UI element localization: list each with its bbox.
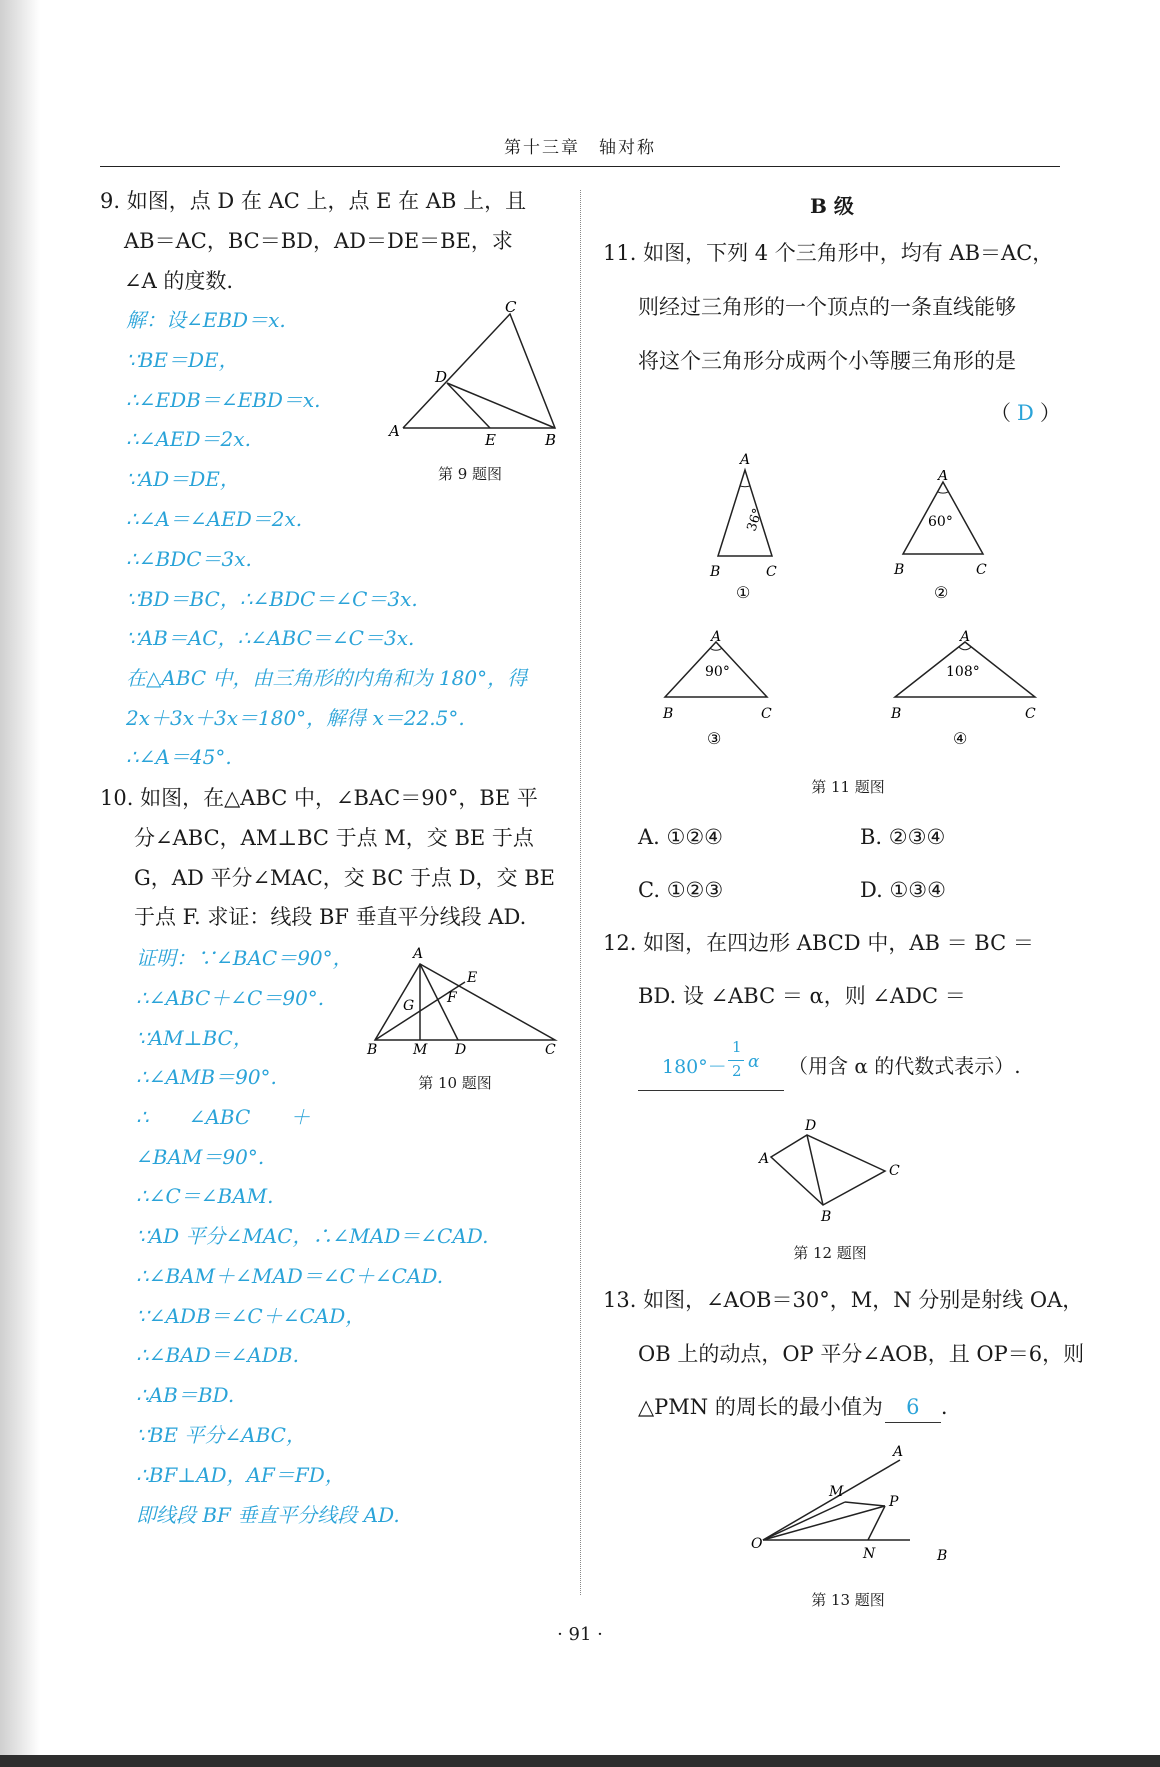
q9-line-1: 9. 如图，点 D 在 AC 上，点 E 在 AB 上，且: [100, 189, 527, 213]
q11-fig4-label-a: A: [960, 630, 971, 645]
q13-line-3: [638, 1392, 948, 1423]
q11-option-a[interactable]: [638, 822, 723, 852]
q11-option-b-text: ②③④: [888, 825, 946, 849]
q11-fig3-tag: ③: [707, 729, 722, 748]
q12-label-b: B: [821, 1209, 832, 1225]
q13-figure: [745, 1440, 955, 1570]
q12-answer-suffix: α: [748, 1052, 760, 1072]
q11-fig4-label-c: C: [1025, 706, 1036, 722]
q10-label-e: E: [467, 970, 478, 986]
q11-answer: D: [1017, 401, 1034, 425]
q12-frac-num: 1: [732, 1038, 742, 1056]
page-edge-shadow: [0, 0, 40, 1767]
q10-line-3: G，AD 平分∠MAC，交 BC 于点 D，交 BE: [134, 866, 555, 890]
q11-figure-4: [883, 630, 1043, 752]
q11-line-3: 将这个三角形分成两个小等腰三角形的是: [638, 349, 1016, 373]
q11-fig1-tag: ①: [736, 583, 751, 602]
q10-label-c: C: [545, 1042, 556, 1058]
q10-figure: [365, 942, 565, 1058]
q9-solution-line: ∴∠EDB＝∠EBD＝x.: [126, 388, 321, 412]
q13-line-3-prefix: △PMN 的周长的最小值为: [638, 1395, 883, 1419]
q12-frac-bar: [728, 1060, 744, 1061]
q9-line-2: AB＝AC，BC＝BD，AD＝DE＝BE，求: [124, 229, 513, 253]
q9-solution-line: ∵BE＝DE，: [126, 348, 239, 372]
q10-solution-line: 证明：∵∠BAC＝90°，: [136, 946, 353, 970]
q9-solution-line: ∵AB＝AC，∴∠ABC＝∠C＝3x.: [126, 626, 415, 650]
q9-figure: [385, 300, 565, 460]
q12-label-a: A: [759, 1151, 770, 1167]
q10-solution-line: ∴∠BAD＝∠ADB.: [136, 1343, 299, 1367]
q11-fig3-label-c: C: [761, 706, 772, 722]
q10-solution-line: ∴∠AMB＝90°.: [136, 1065, 277, 1089]
q12-answer-row: [638, 1038, 1068, 1092]
level-b-heading: B 级: [810, 194, 854, 218]
q11-fig1-label-a: A: [740, 452, 751, 468]
q11-fig1-label-c: C: [766, 564, 777, 580]
q10-line-4: 于点 F. 求证：线段 BF 垂直平分线段 AD.: [134, 905, 527, 929]
q10-label-a: A: [413, 946, 424, 962]
q13-label-m: M: [829, 1484, 844, 1500]
q13-answer: 6: [885, 1392, 941, 1423]
q10-label-m: M: [413, 1042, 428, 1058]
chapter-header: 第十三章 轴对称: [504, 138, 656, 158]
q10-solution-line: ∴AB＝BD.: [136, 1383, 235, 1407]
q10-label-g: G: [403, 998, 415, 1014]
q11-answer-bracket: [990, 398, 1061, 428]
q12-frac-den: 2: [732, 1062, 742, 1080]
q9-solution-line: 解：设∠EBD＝x.: [126, 308, 286, 332]
q10-line-1: 10. 如图，在△ABC 中，∠BAC＝90°，BE 平: [100, 786, 538, 810]
q9-solution-line: ∴∠A＝45°.: [126, 745, 232, 769]
q11-option-c-text: ①②③: [666, 878, 724, 902]
q11-figure-1: [700, 452, 790, 602]
q12-figure: [755, 1115, 905, 1225]
q11-option-b-letter: B.: [860, 825, 883, 849]
q10-solution-line: ∵∠ADB＝∠C＋∠CAD，: [136, 1304, 366, 1328]
q13-label-o: O: [751, 1536, 763, 1552]
q12-answer-prefix: 180°－: [662, 1056, 727, 1078]
q10-solution-line: ∠BAM＝90°.: [136, 1145, 265, 1169]
q9-line-3: ∠A 的度数.: [124, 269, 234, 293]
q11-fig4-angle: 108°: [946, 664, 980, 680]
q10-solution-line: ∵BE 平分∠ABC，: [136, 1423, 306, 1447]
q9-solution-line: ∴∠AED＝2x.: [126, 427, 251, 451]
q11-fig2-tag: ②: [934, 583, 949, 600]
q11-option-d-text: ①③④: [889, 878, 946, 902]
q11-fig2-label-b: B: [894, 562, 905, 578]
q9-figure-caption: 第 9 题图: [437, 465, 503, 483]
q11-option-a-letter: A.: [638, 825, 660, 849]
q10-solution-line: ∴ ∠ABC ＋: [136, 1105, 311, 1129]
q11-fig4-tag: ④: [953, 729, 968, 748]
q13-line-1: 13. 如图，∠AOB＝30°，M，N 分别是射线 OA，: [603, 1288, 1084, 1312]
q11-fig1-angle: 36°: [744, 506, 766, 534]
q9-label-d: D: [435, 368, 448, 386]
q9-label-c: C: [505, 300, 517, 316]
q12-label-d: D: [805, 1118, 817, 1134]
q12-line-2: BD. 设 ∠ABC ＝ α，则 ∠ADC ＝: [638, 984, 966, 1008]
header-rule: [100, 166, 1060, 167]
q9-solution-line: ∵BD＝BC，∴∠BDC＝∠C＝3x.: [126, 587, 418, 611]
q9-solution-line: ∵AD＝DE，: [126, 467, 240, 491]
q11-answer-close: ）: [1039, 401, 1061, 425]
q9-label-b: B: [545, 431, 557, 449]
q11-fig2-label-a: A: [938, 470, 949, 484]
q9-label-e: E: [485, 431, 496, 449]
q11-line-2: 则经过三角形的一个顶点的一条直线能够: [638, 295, 1016, 319]
q10-label-d: D: [455, 1042, 467, 1058]
q13-label-b: B: [937, 1548, 948, 1564]
q11-option-d[interactable]: [860, 875, 946, 905]
q11-fig3-label-b: B: [663, 706, 674, 722]
q10-solution-line: ∵AD 平分∠MAC，∴∠MAD＝∠CAD.: [136, 1224, 489, 1248]
q13-figure-caption: 第 13 题图: [811, 1591, 885, 1609]
q12-label-c: C: [889, 1163, 900, 1179]
q9-solution-line: ∴∠A＝∠AED＝2x.: [126, 507, 303, 531]
q10-solution-line: ∴∠ABC＋∠C＝90°.: [136, 986, 325, 1010]
q12-figure-caption: 第 12 题图: [793, 1244, 867, 1262]
q12-answer-blank: [638, 1038, 784, 1091]
q11-figure-3: [655, 630, 785, 752]
q9-solution-line: ∴∠BDC＝3x.: [126, 547, 252, 571]
q11-fig2-angle: 60°: [928, 514, 953, 530]
q10-label-f: F: [447, 990, 457, 1006]
q13-line-2: OB 上的动点，OP 平分∠AOB，且 OP＝6，则: [638, 1342, 1085, 1366]
q13-label-n: N: [863, 1546, 876, 1562]
q11-option-c-letter: C.: [638, 878, 660, 902]
q11-line-1: 11. 如图，下列 4 个三角形中，均有 AB＝AC，: [603, 241, 1054, 265]
q11-fig3-angle: 90°: [705, 664, 730, 680]
q12-tail: （用含 α 的代数式表示）.: [788, 1054, 1021, 1078]
q13-label-p: P: [889, 1494, 899, 1510]
q10-label-b: B: [367, 1042, 378, 1058]
q9-solution-line: 在△ABC 中，由三角形的内角和为 180°，得: [126, 666, 528, 690]
q11-figure-2: [888, 470, 998, 600]
page-number: · 91 ·: [557, 1624, 603, 1645]
q13-line-3-suffix: .: [940, 1395, 948, 1419]
q11-option-b[interactable]: [860, 822, 945, 852]
q12-line-1: 12. 如图，在四边形 ABCD 中，AB ＝ BC ＝: [603, 931, 1034, 955]
q11-option-d-letter: D.: [860, 878, 883, 902]
q11-fig3-label-a: A: [711, 630, 722, 645]
q11-figure-caption: 第 11 题图: [811, 778, 885, 796]
q10-solution-line: ∵AM⊥BC，: [136, 1026, 253, 1050]
q10-line-2: 分∠ABC，AM⊥BC 于点 M，交 BE 于点: [134, 826, 534, 850]
q10-solution-line: 即线段 BF 垂直平分线段 AD.: [136, 1503, 400, 1527]
q9-label-a: A: [389, 422, 400, 440]
q10-solution-line: ∴∠BAM＋∠MAD＝∠C＋∠CAD.: [136, 1264, 444, 1288]
q10-solution-line: ∴∠C＝∠BAM.: [136, 1184, 274, 1208]
column-divider: [580, 190, 581, 1595]
q10-figure-caption: 第 10 题图: [418, 1074, 492, 1092]
q9-solution-line: 2x＋3x＋3x＝180°，解得 x＝22.5°.: [126, 706, 465, 730]
q11-option-a-text: ①②④: [666, 825, 724, 849]
bottom-bar: [0, 1755, 1160, 1767]
q11-fig4-label-b: B: [891, 706, 902, 722]
q13-label-a: A: [893, 1444, 904, 1460]
q11-answer-open: （: [990, 401, 1011, 425]
q10-solution-line: ∴BF⊥AD，AF＝FD，: [136, 1463, 345, 1487]
q11-fig2-label-c: C: [976, 562, 987, 578]
q11-option-c[interactable]: [638, 875, 723, 905]
q11-fig1-label-b: B: [710, 564, 721, 580]
